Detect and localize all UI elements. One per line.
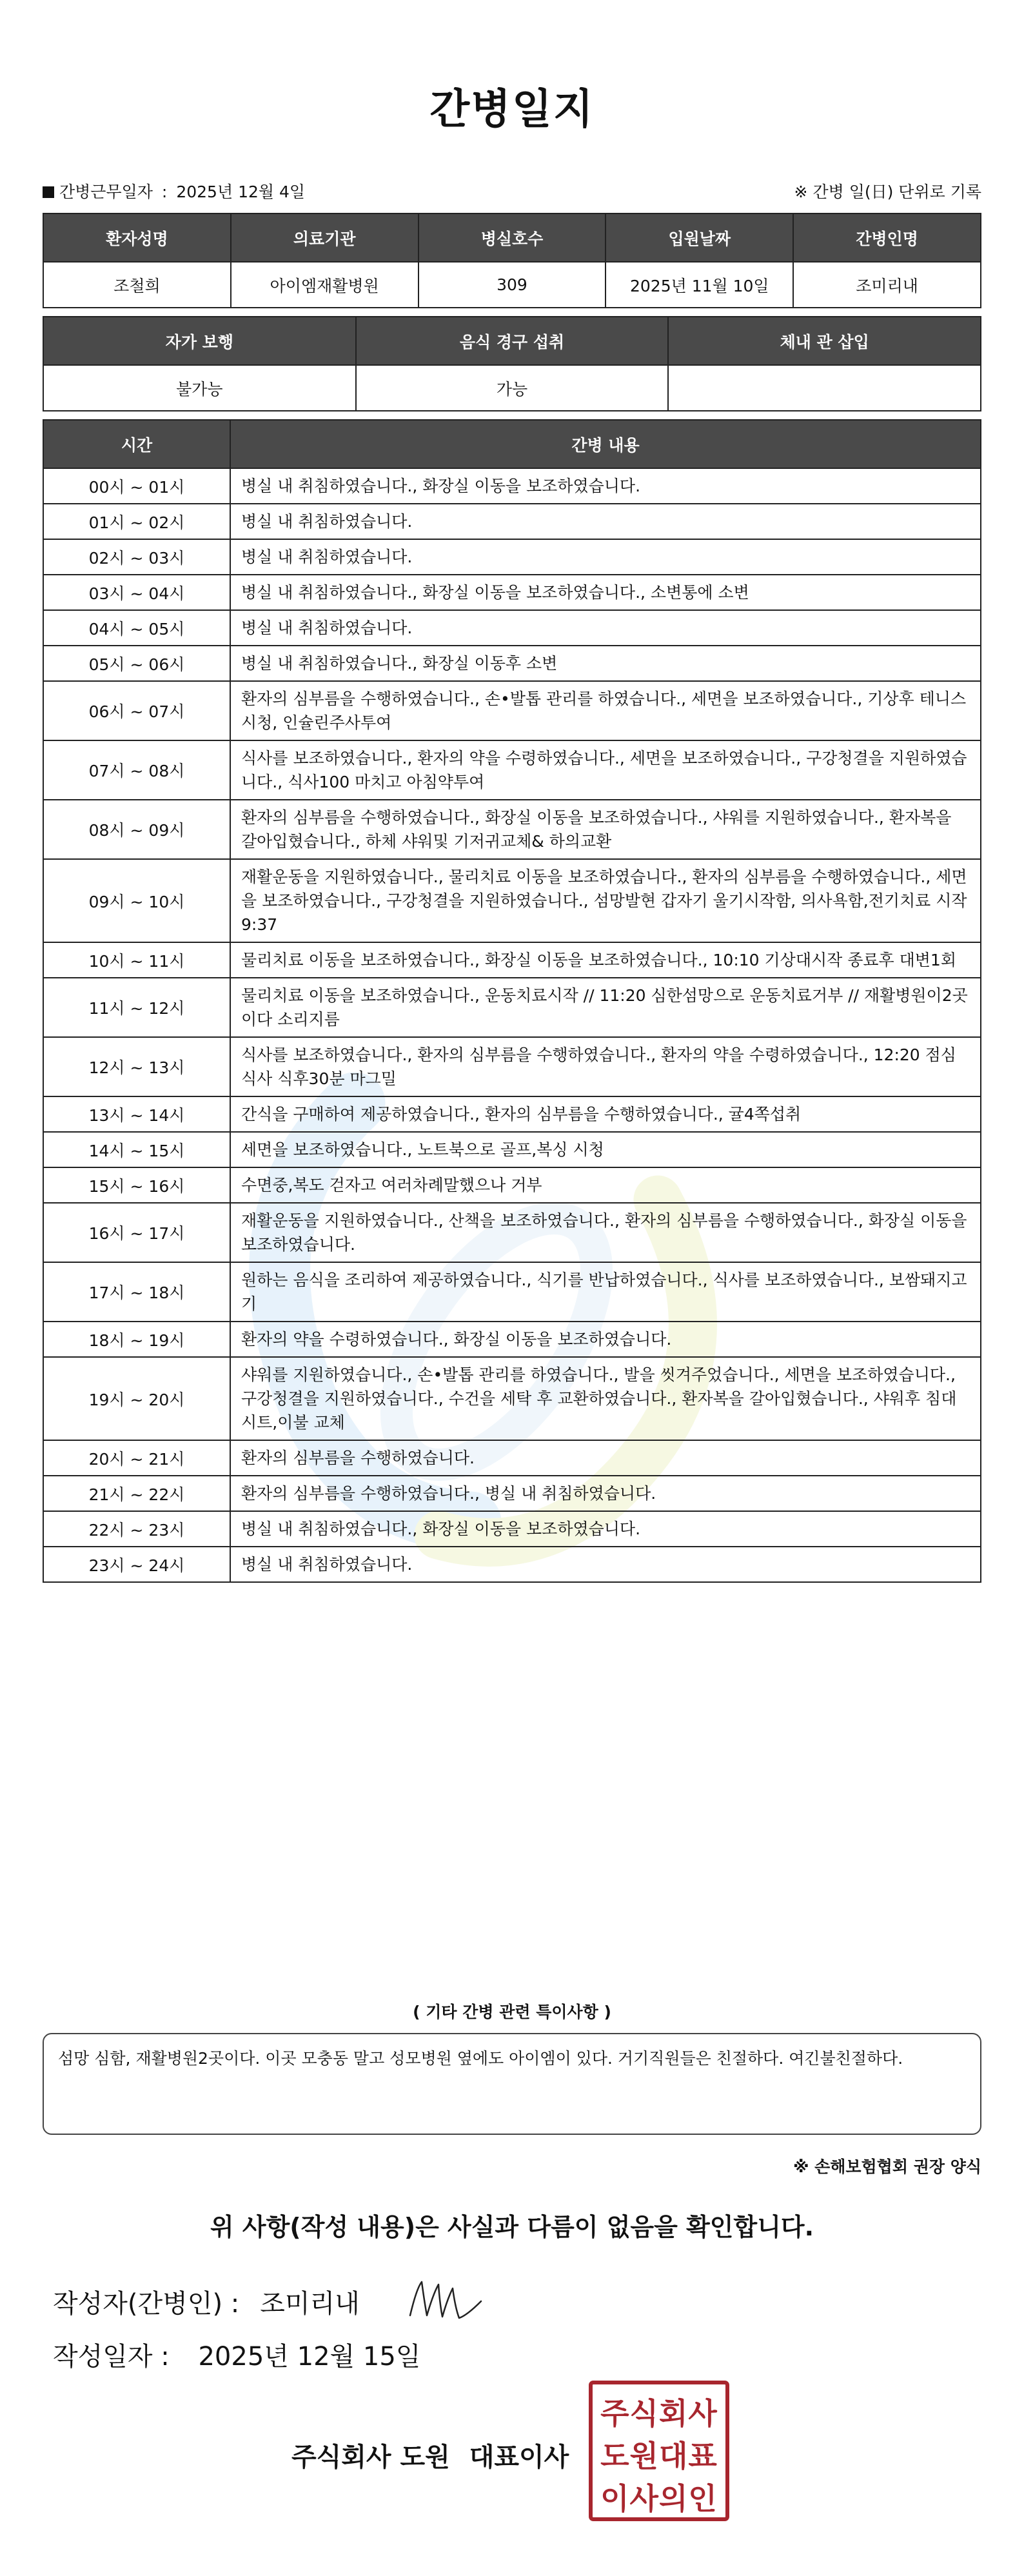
admission-date: 2025년 11월 10일 [606, 262, 793, 308]
recommend-note: ※ 손해보험협회 권장 양식 [793, 2157, 981, 2176]
log-content: 간식을 구매하여 제공하였습니다., 환자의 심부름을 수행하였습니다., 귤4쪽섭취 [230, 1096, 981, 1132]
svg-text:도원대표: 도원대표 [600, 2439, 718, 2473]
log-content: 수면중,복도 걷자고 여러차례말했으나 거부 [230, 1167, 981, 1203]
log-content: 병실 내 취침하였습니다. [230, 539, 981, 575]
header-oral-intake: 음식 경구 섭취 [356, 317, 669, 365]
log-time: 02시 ~ 03시 [43, 539, 230, 575]
table-row [43, 1322, 981, 1357]
header-self-walking: 자가 보행 [43, 317, 356, 365]
table-row [43, 539, 981, 575]
table-row [43, 1037, 981, 1096]
table-row [43, 1262, 981, 1322]
table-row [43, 1547, 981, 1582]
log-content: 환자의 약을 수령하였습니다., 화장실 이동을 보조하였습니다. [230, 1322, 981, 1357]
company-representative: 대표이사 [469, 2442, 569, 2472]
confirmation-statement: 위 사항(작성 내용)은 사실과 다름이 없음을 확인합니다. [210, 2213, 814, 2241]
log-time: 11시 ~ 12시 [43, 978, 230, 1037]
table-row [43, 1167, 981, 1203]
log-time: 05시 ~ 06시 [43, 646, 230, 681]
log-content: 병실 내 취침하였습니다., 화장실 이동을 보조하였습니다. [230, 468, 981, 504]
log-time: 14시 ~ 15시 [43, 1132, 230, 1167]
log-content: 병실 내 취침하였습니다. [230, 504, 981, 539]
log-content: 병실 내 취침하였습니다. [230, 1547, 981, 1582]
log-time: 00시 ~ 01시 [43, 468, 230, 504]
company-seal-icon [587, 2379, 731, 2523]
log-time: 15시 ~ 16시 [43, 1167, 230, 1203]
log-content: 병실 내 취침하였습니다., 화장실 이동후 소변 [230, 646, 981, 681]
log-content: 환자의 심부름을 수행하였습니다. [230, 1440, 981, 1476]
log-time: 18시 ~ 19시 [43, 1322, 230, 1357]
log-content: 물리치료 이동을 보조하였습니다., 화장실 이동을 보조하였습니다., 10:10 기상대시작 종료후 대변1회 [230, 942, 981, 978]
work-date-value: 2025년 12월 4일 [176, 183, 306, 201]
table-row [43, 740, 981, 800]
log-time: 01시 ~ 02시 [43, 504, 230, 539]
patient-status-table [43, 316, 981, 411]
table-row [43, 1440, 981, 1476]
care-log-table [43, 419, 981, 1583]
work-date-row [43, 178, 981, 204]
log-content: 식사를 보조하였습니다., 환자의 약을 수령하였습니다., 세면을 보조하였습니다., 구강청결을 지원하였습니다., 식사100 마치고 아침약투여 [230, 740, 981, 800]
header-care-content: 간병 내용 [230, 420, 981, 468]
log-time: 20시 ~ 21시 [43, 1440, 230, 1476]
log-time: 16시 ~ 17시 [43, 1203, 230, 1262]
table-row [43, 504, 981, 539]
log-content: 원하는 음식을 조리하여 제공하였습니다., 식기를 반납하였습니다., 식사를 보조하였습니다., 보쌈돼지고기 [230, 1262, 981, 1322]
svg-text:주식회사: 주식회사 [600, 2396, 718, 2431]
writer-name: 조미리내 [260, 2288, 360, 2319]
page-title: 간병일지 [429, 86, 595, 134]
unit-note: ※ 간병 일(日) 단위로 기록 [794, 183, 981, 201]
log-time: 07시 ~ 08시 [43, 740, 230, 800]
table-row [43, 1203, 981, 1262]
log-time: 06시 ~ 07시 [43, 681, 230, 740]
svg-text:이사의인: 이사의인 [600, 2481, 718, 2516]
oral-intake-value: 가능 [356, 365, 669, 411]
log-time: 12시 ~ 13시 [43, 1037, 230, 1096]
table-row [43, 1511, 981, 1547]
write-date-label: 작성일자 : [53, 2342, 170, 2372]
writer-row [53, 2275, 495, 2327]
header-time: 시간 [43, 420, 230, 468]
patient-info-table [43, 213, 981, 308]
log-content: 식사를 보조하였습니다., 환자의 심부름을 수행하였습니다., 환자의 약을 수령하였습니다., 12:20 점심식사 식후30분 마그밀 [230, 1037, 981, 1096]
log-time: 08시 ~ 09시 [43, 800, 230, 859]
header-tube-insertion: 체내 관 삽입 [668, 317, 981, 365]
header-patient-name: 환자성명 [43, 213, 231, 262]
tube-insertion-value [668, 365, 981, 411]
room-number: 309 [418, 262, 606, 308]
patient-name: 조철희 [43, 262, 231, 308]
log-time: 13시 ~ 14시 [43, 1096, 230, 1132]
table-row [43, 468, 981, 504]
log-time: 21시 ~ 22시 [43, 1476, 230, 1511]
work-date [43, 179, 305, 203]
log-content: 환자의 심부름을 수행하였습니다., 화장실 이동을 보조하였습니다., 샤워를 지원하였습니다., 환자복을 갈아입혔습니다., 하체 샤워및 기저귀교체& 하의교환 [230, 800, 981, 859]
log-content: 병실 내 취침하였습니다. [230, 610, 981, 646]
signature-icon [405, 2275, 495, 2327]
table-row [43, 1096, 981, 1132]
table-row [43, 1357, 981, 1440]
table-row [43, 681, 981, 740]
log-time: 10시 ~ 11시 [43, 942, 230, 978]
log-time: 22시 ~ 23시 [43, 1511, 230, 1547]
log-content: 세면을 보조하였습니다., 노트북으로 골프,복싱 시청 [230, 1132, 981, 1167]
self-walking-value: 불가능 [43, 365, 356, 411]
company-row [291, 2437, 569, 2473]
hospital-name: 아이엠재활병원 [231, 262, 418, 308]
work-date-label: 간병근무일자 [59, 183, 153, 201]
log-time: 17시 ~ 18시 [43, 1262, 230, 1322]
table-row [43, 942, 981, 978]
log-content: 병실 내 취침하였습니다., 화장실 이동을 보조하였습니다. [230, 1511, 981, 1547]
special-notes-box: 섬망 심함, 재활병원2곳이다. 이곳 모충동 말고 성모병원 옆에도 아이엠이 있다. 거기직원들은 친절하다. 여긴불친절하다. [43, 2033, 981, 2135]
table-row [43, 859, 981, 942]
care-log-rows [43, 468, 981, 1582]
special-notes-title: ( 기타 간병 관련 특이사항 ) [413, 2003, 611, 2021]
header-hospital: 의료기관 [231, 213, 418, 262]
log-time: 09시 ~ 10시 [43, 859, 230, 942]
log-time: 19시 ~ 20시 [43, 1357, 230, 1440]
table-row [43, 610, 981, 646]
header-admission-date: 입원날짜 [606, 213, 793, 262]
log-content: 물리치료 이동을 보조하였습니다., 운동치료시작 // 11:20 심한섬망으로 운동치료거부 // 재활병원이2곳이다 소리지름 [230, 978, 981, 1037]
log-content: 재활운동을 지원하였습니다., 산책을 보조하였습니다., 환자의 심부름을 수행하였습니다., 화장실 이동을 보조하였습니다. [230, 1203, 981, 1262]
log-time: 04시 ~ 05시 [43, 610, 230, 646]
writer-label: 작성자(간병인) : [53, 2288, 240, 2319]
log-content: 환자의 심부름을 수행하였습니다., 손•발톱 관리를 하였습니다., 세면을 보조하였습니다., 기상후 테니스시청, 인슐린주사투여 [230, 681, 981, 740]
header-room: 병실호수 [418, 213, 606, 262]
work-date-separator: : [161, 183, 168, 201]
log-time: 23시 ~ 24시 [43, 1547, 230, 1582]
table-row [43, 646, 981, 681]
table-row [43, 800, 981, 859]
table-row [43, 978, 981, 1037]
log-content: 환자의 심부름을 수행하였습니다., 병실 내 취침하였습니다. [230, 1476, 981, 1511]
header-caregiver-name: 간병인명 [793, 213, 981, 262]
table-row [43, 1132, 981, 1167]
square-bullet-icon [43, 186, 54, 198]
write-date-value: 2025년 12월 15일 [198, 2342, 421, 2372]
write-date-row [53, 2336, 420, 2373]
caregiver-name: 조미리내 [793, 262, 981, 308]
log-time: 03시 ~ 04시 [43, 575, 230, 610]
log-content: 재활운동을 지원하였습니다., 물리치료 이동을 보조하였습니다., 환자의 심부름을 수행하였습니다., 세면을 보조하였습니다., 구강청결을 지원하였습니다., 섬망발현 갑자기 울기시작함, 의사욕함,전기치료 시작9:37 [230, 859, 981, 942]
company-name: 주식회사 도원 [291, 2442, 450, 2472]
log-content: 샤워를 지원하였습니다., 손•발톱 관리를 하였습니다., 발을 씻겨주었습니다., 세면을 보조하였습니다., 구강청결을 지원하였습니다., 수건을 세탁 후 교환하였습니다., 환자복을 갈아입혔습니다., 샤워후 침대시트,이불 교체 [230, 1357, 981, 1440]
log-content: 병실 내 취침하였습니다., 화장실 이동을 보조하였습니다., 소변통에 소변 [230, 575, 981, 610]
table-row [43, 575, 981, 610]
table-row [43, 1476, 981, 1511]
